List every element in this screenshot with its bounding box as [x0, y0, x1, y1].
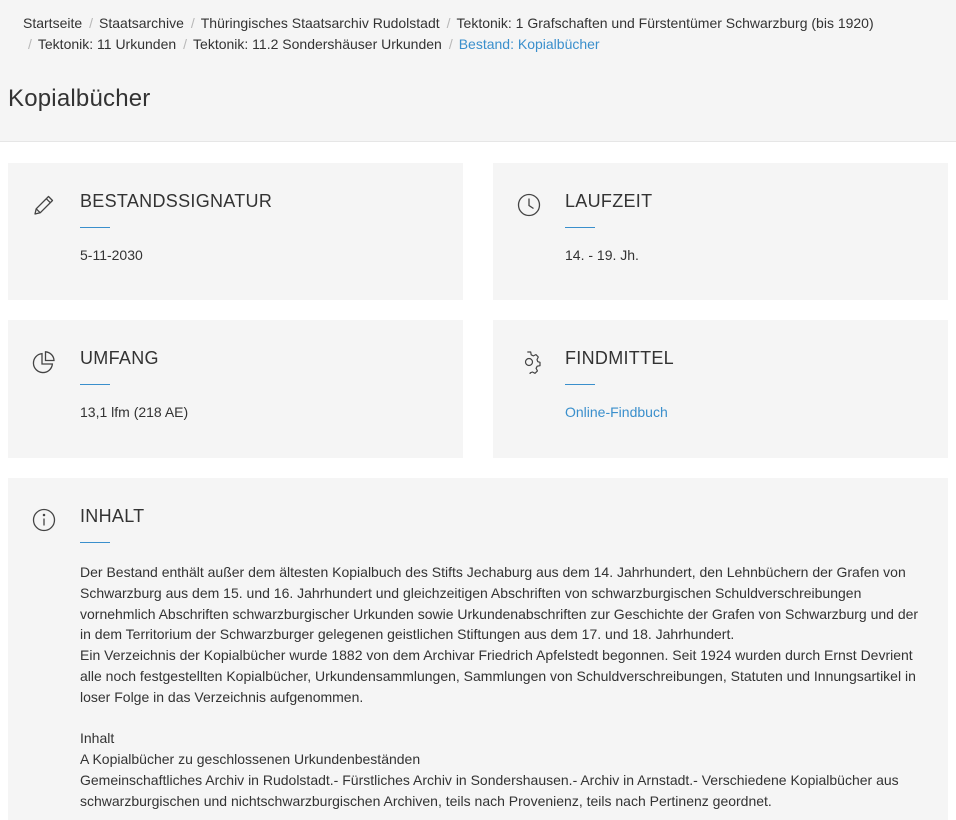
title-underline: [80, 542, 110, 543]
inhalt-text: [80, 562, 930, 812]
inhalt-paragraph: Gemeinschaftliches Archiv in Rudolstadt.- Fürstliches Archiv in Sondershausen.- Archiv in Arnstadt.- Verschiedene Kopialbücher aus schwarzburgischen und nichtschwarzburgischen Archiven, teils nach Provenienz, teils nach Pertinenz geordnet.: [80, 771, 899, 809]
card-title: LAUFZEIT: [565, 191, 653, 211]
card-laufzeit: [493, 163, 948, 300]
clock-icon: [517, 193, 541, 217]
breadcrumb-item-staatsarchiv-rudolstadt[interactable]: Thüringisches Staatsarchiv Rudolstadt: [200, 15, 440, 31]
inhalt-paragraph: Ein Verzeichnis der Kopialbücher wurde 1882 von dem Archivar Friedrich Apfelstedt begonnen. Seit 1924 wurden durch Ernst Devrient alle noch festgestellten Kopialbücher, Urkundensammlungen, Sammlungen von Schuldverschreibungen, Statuten und Innungsartikel in loser Folge in das Verzeichnis aufgenommen.: [80, 647, 916, 705]
card-title: BESTANDSSIGNATUR: [80, 191, 273, 211]
breadcrumb-item-tektonik-11-2[interactable]: Tektonik: 11.2 Sondershäuser Urkunden: [193, 36, 442, 52]
title-underline: [80, 384, 110, 385]
umfang-value: 13,1 lfm (218 AE): [80, 404, 189, 420]
breadcrumb-separator: /: [448, 36, 453, 52]
breadcrumb-separator: /: [183, 36, 188, 52]
breadcrumb: [0, 13, 956, 55]
inhalt-subheading: Inhalt: [80, 730, 115, 747]
card-title: INHALT: [80, 506, 145, 526]
title-underline: [565, 384, 595, 385]
info-icon: [32, 508, 56, 532]
laufzeit-value: 14. - 19. Jh.: [565, 247, 639, 263]
breadcrumb-separator: /: [446, 15, 451, 31]
breadcrumb-item-staatsarchive[interactable]: Staatsarchive: [99, 15, 184, 31]
inhalt-spacer: [80, 708, 930, 729]
signatur-value: 5-11-2030: [80, 247, 143, 263]
card-title: UMFANG: [80, 348, 159, 368]
title-underline: [565, 227, 595, 228]
gear-icon: [517, 350, 541, 374]
breadcrumb-item-tektonik-1[interactable]: Tektonik: 1 Grafschaften und Fürstentümer Schwarzburg (bis 1920): [456, 15, 874, 31]
card-findmittel: [493, 320, 948, 458]
page-title: Kopialbücher: [8, 85, 151, 112]
pencil-icon: [32, 193, 56, 217]
card-title: FINDMITTEL: [565, 348, 674, 368]
online-findbuch-link[interactable]: Online-Findbuch: [565, 404, 668, 420]
breadcrumb-separator: /: [28, 36, 32, 52]
card-umfang: [8, 320, 463, 458]
breadcrumb-current: Bestand: Kopialbücher: [458, 36, 600, 52]
card-inhalt: [8, 478, 948, 820]
pie-chart-icon: [32, 350, 56, 374]
breadcrumb-item-tektonik-11[interactable]: Tektonik: 11 Urkunden: [37, 36, 177, 52]
breadcrumb-separator: /: [89, 15, 94, 31]
inhalt-paragraph: Der Bestand enthält außer dem ältesten Kopialbuch des Stifts Jechaburg aus dem 14. Jahrhundert, den Lehnbüchern der Grafen von Schwarzburg aus dem 15. und 16. Jahrhundert und gleichzeitigen Abschriften von schwarzburgischen Schuldverschreibungen vornehmlich Abschriften schwarzburgischer Urkunden sowie Urkundenabschriften zur Geschichte der Grafen von Schwarzburg und der in dem Territorium der Schwarzburger gelegenen geistlichen Stiftungen aus dem 17. und 18. Jahrhundert.: [80, 564, 919, 643]
breadcrumb-item-startseite[interactable]: Startseite: [23, 15, 83, 31]
card-bestandssignatur: [8, 163, 463, 300]
inhalt-section-label: A Kopialbücher zu geschlossenen Urkundenbeständen: [80, 751, 421, 768]
page-header: [0, 0, 956, 142]
breadcrumb-separator: /: [190, 15, 195, 31]
title-underline: [80, 227, 110, 228]
